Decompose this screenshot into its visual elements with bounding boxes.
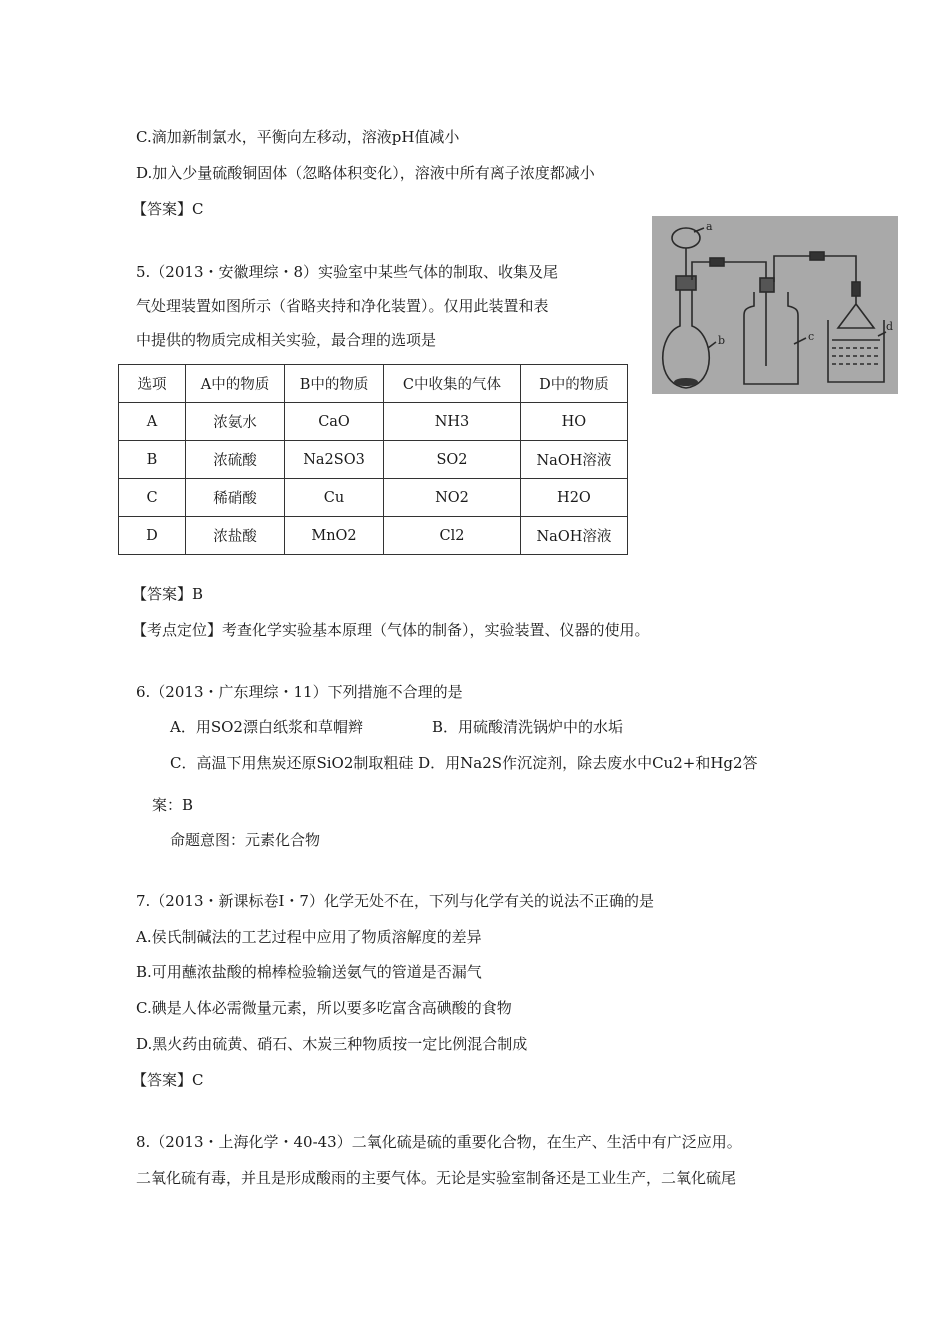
table-cell: D <box>119 517 186 555</box>
table-cell: B <box>119 441 186 479</box>
table-header-cell: D中的物质 <box>520 365 627 403</box>
table-row <box>119 403 628 441</box>
q5-key-point: 【考点定位】考查化学实验基本原理（气体的制备），实验装置、仪器的使用。 <box>132 621 650 639</box>
table-cell: MnO2 <box>284 517 383 555</box>
table-header-cell: A中的物质 <box>186 365 285 403</box>
q7-option-c: C.碘是人体必需微量元素，所以要多吃富含高碘酸的食物 <box>136 999 512 1017</box>
table-cell: A <box>119 403 186 441</box>
q7-option-b: B.可用蘸浓盐酸的棉棒检验输送氨气的管道是否漏气 <box>136 963 482 981</box>
table-cell: SO2 <box>384 441 521 479</box>
table-header-row <box>119 365 628 403</box>
q6-intent: 命题意图：元素化合物 <box>170 831 321 849</box>
table-cell: Cl2 <box>384 517 521 555</box>
table-cell: 稀硝酸 <box>186 479 285 517</box>
flask-b <box>663 290 710 388</box>
q6-answer: 案：B <box>152 796 194 814</box>
table-cell: NaOH溶液 <box>520 441 627 479</box>
apparatus-drawing <box>652 216 898 394</box>
table-cell: C <box>119 479 186 517</box>
q6-option-a: A．用SO2漂白纸浆和草帽辫 <box>170 718 363 736</box>
table-cell: NH3 <box>384 403 521 441</box>
q6-stem: 6.（2013・广东理综・11）下列措施不合理的是 <box>136 683 463 701</box>
table-row <box>119 441 628 479</box>
label-c: c <box>808 330 815 343</box>
q4-answer: 【答案】C <box>132 200 204 218</box>
table-header-cell: B中的物质 <box>284 365 383 403</box>
q6-option-c-d: C．高温下用焦炭还原SiO2制取粗硅 D．用Na2S作沉淀剂，除去废水中Cu2+和Hg2答 <box>170 754 758 772</box>
table-cell: NaOH溶液 <box>520 517 627 555</box>
q5-stem-line3: 中提供的物质完成相关实验，最合理的选项是 <box>136 331 437 349</box>
q5-options-table <box>118 364 628 555</box>
label-b: b <box>718 334 726 347</box>
q8-line1: 8.（2013・上海化学・40-43）二氧化硫是硫的重要化合物，在生产、生活中有广泛应用。 <box>136 1133 742 1151</box>
beaker-d <box>828 320 884 382</box>
label-d: d <box>886 320 894 333</box>
q4-option-d: D.加入少量硫酸铜固体（忽略体积变化），溶液中所有离子浓度都减小 <box>136 164 595 182</box>
q7-option-a: A.侯氏制碱法的工艺过程中应用了物质溶解度的差异 <box>136 928 482 946</box>
table-header-cell: C中收集的气体 <box>384 365 521 403</box>
table-cell: NO2 <box>384 479 521 517</box>
table-row <box>119 479 628 517</box>
bottle-c <box>744 292 798 384</box>
q4-option-c: C.滴加新制氯水，平衡向左移动，溶液pH值减小 <box>136 128 460 146</box>
apparatus-diagram <box>652 216 898 394</box>
table-header-cell: 选项 <box>119 365 186 403</box>
q5-stem-line1: 5.（2013・安徽理综・8）实验室中某些气体的制取、收集及尾 <box>136 263 559 281</box>
table-cell: HO <box>520 403 627 441</box>
table-cell: CaO <box>284 403 383 441</box>
table-cell: H2O <box>520 479 627 517</box>
q6-option-b: B．用硫酸清洗锅炉中的水垢 <box>432 718 624 736</box>
q7-answer: 【答案】C <box>132 1071 204 1089</box>
q8-line2: 二氧化硫有毒，并且是形成酸雨的主要气体。无论是实验室制备还是工业生产，二氧化硫尾 <box>136 1169 737 1187</box>
table-cell: Na2SO3 <box>284 441 383 479</box>
q7-option-d: D.黑火药由硫黄、硝石、木炭三种物质按一定比例混合制成 <box>136 1035 528 1053</box>
table-cell: 浓硫酸 <box>186 441 285 479</box>
q5-answer: 【答案】B <box>132 585 204 603</box>
q7-stem: 7.（2013・新课标卷Ⅰ・7）化学无处不在，下列与化学有关的说法不正确的是 <box>136 892 654 910</box>
q5-stem-line2: 气处理装置如图所示（省略夹持和净化装置）。仅用此装置和表 <box>136 297 549 315</box>
table-cell: 浓氨水 <box>186 403 285 441</box>
table-row <box>119 517 628 555</box>
table-cell: 浓盐酸 <box>186 517 285 555</box>
table-cell: Cu <box>284 479 383 517</box>
label-a: a <box>706 220 713 233</box>
